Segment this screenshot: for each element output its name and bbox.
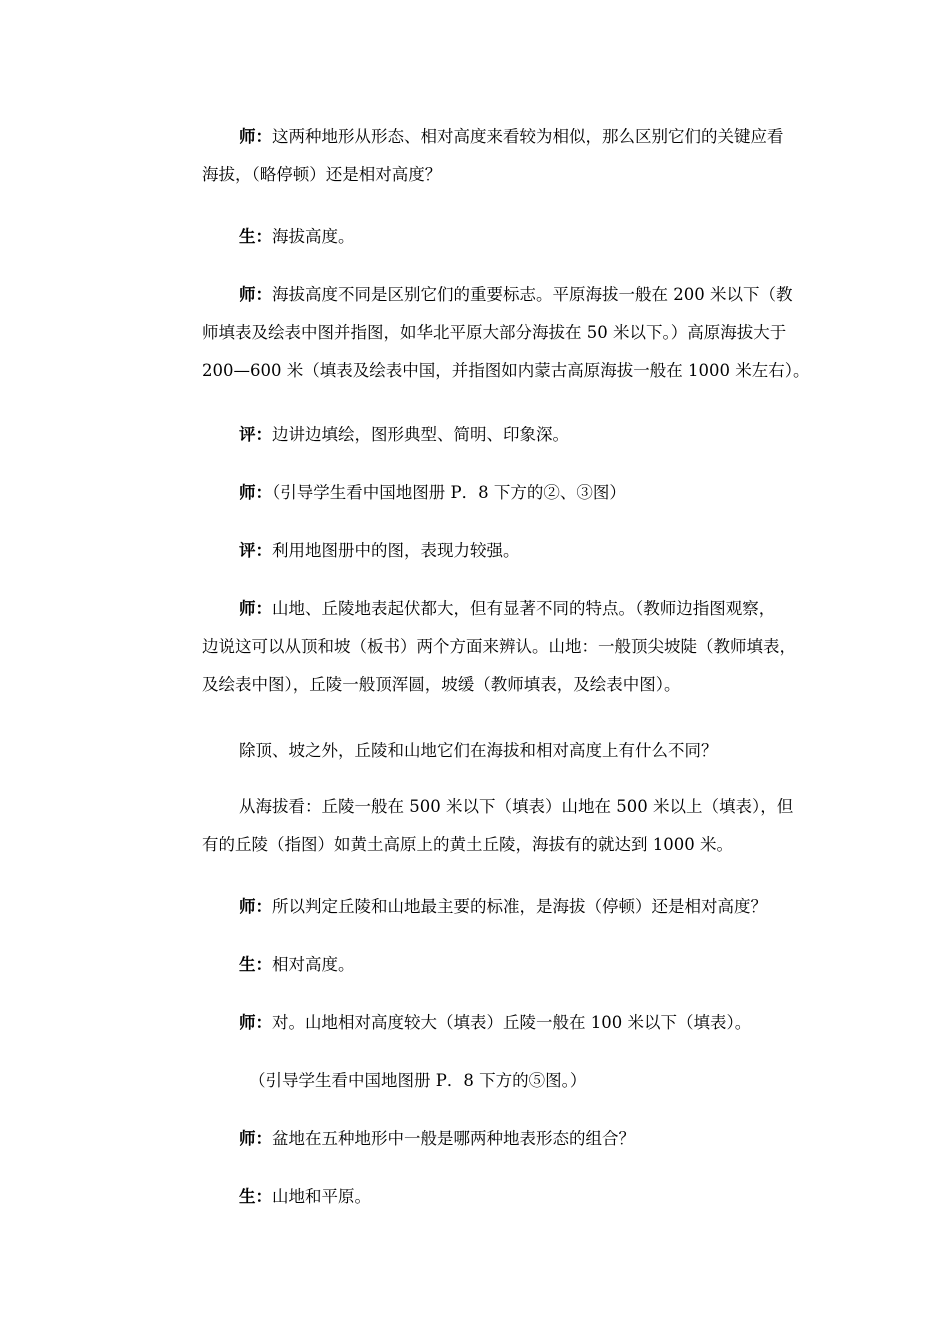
paragraph-teacher-5 [202,888,810,926]
text-line: 及绘表中图），丘陵一般顶浑圆，坡缓（教师填表，及绘表中图）。 [202,675,681,694]
dialogue-text: 盆地在五种地形中一般是哪两种地表形态的组合？ [272,1129,635,1148]
text-line: 200—600 米（填表及绘表中国，并指图如内蒙古高原海拔一般在 1000 米左右）。 [202,361,810,380]
text-line: （引导学生看中国地图册 P．8 下方的⑤图。） [249,1071,587,1090]
paragraph-student-1 [202,218,810,256]
speaker-label: 师： [239,1129,272,1148]
dialogue-text: 利用地图册中的图，表现力较强。 [272,541,520,560]
text-line [202,416,810,454]
dialogue-text: 海拔高度。 [272,227,355,246]
text-line [202,532,810,570]
speaker-label: 生： [239,955,272,974]
speaker-label: 评： [239,425,272,444]
text-line [202,946,810,984]
dialogue-text: 山地和平原。 [272,1187,371,1206]
paragraph-teacher-4 [202,590,810,704]
speaker-label: 师： [239,127,272,146]
speaker-label: 评： [239,541,272,560]
paragraph-teacher-6 [202,1004,810,1042]
paragraph-student-3 [202,1178,810,1216]
text-line: 除顶、坡之外，丘陵和山地它们在海拔和相对高度上有什么不同？ [239,741,718,760]
dialogue-text: 山地、丘陵地表起伏都大，但有显著不同的特点。（教师边指图观察， [272,599,776,618]
paragraph-narrative-2 [202,788,810,864]
text-line [202,888,810,926]
dialogue-text: 这两种地形从形态、相对高度来看较为相似，那么区别它们的关键应看 [272,127,784,146]
speaker-label: 师： [239,897,272,916]
text-line [202,276,810,314]
dialogue-text: 所以判定丘陵和山地最主要的标准，是海拔（停顿）还是相对高度？ [272,897,767,916]
paragraph-narrative-3 [202,1062,810,1100]
paragraph-teacher-7 [202,1120,810,1158]
paragraph-comment-2 [202,532,810,570]
text-line: 边说这可以从顶和坡（板书）两个方面来辨认。山地：一般顶尖坡陡（教师填表， [202,637,796,656]
text-line: 有的丘陵（指图）如黄土高原上的黄土丘陵，海拔有的就达到 1000 米。 [202,835,733,854]
dialogue-text: （引导学生看中国地图册 P．8 下方的②、③图） [272,483,626,502]
speaker-label: 生： [239,227,272,246]
dialogue-text: 对。山地相对高度较大（填表）丘陵一般在 100 米以下（填表）。 [272,1013,752,1032]
text-line [202,218,810,256]
dialogue-text: 相对高度。 [272,955,355,974]
text-line [202,590,810,628]
paragraph-teacher-2 [202,276,810,390]
dialogue-text: 边讲边填绘，图形典型、简明、印象深。 [272,425,569,444]
text-line [202,1120,810,1158]
speaker-label: 师： [239,285,272,304]
text-line [202,474,810,512]
text-line: 从海拔看：丘陵一般在 500 米以下（填表）山地在 500 米以上（填表），但 [239,797,794,816]
text-line: 海拔，（略停顿）还是相对高度？ [202,165,442,184]
speaker-label: 生： [239,1187,272,1206]
speaker-label: 师： [239,483,272,502]
paragraph-teacher-3 [202,474,810,512]
text-line [202,118,810,156]
speaker-label: 师： [239,1013,272,1032]
dialogue-text: 海拔高度不同是区别它们的重要标志。平原海拔一般在 200 米以下（教 [272,285,793,304]
paragraph-narrative-1 [202,732,810,770]
text-line [202,1004,810,1042]
paragraph-teacher-1 [202,118,810,194]
paragraph-comment-1 [202,416,810,454]
text-line [202,1178,810,1216]
paragraph-student-2 [202,946,810,984]
speaker-label: 师： [239,599,272,618]
text-line: 师填表及绘表中图并指图，如华北平原大部分海拔在 50 米以下。）高原海拔大于 [202,323,787,342]
